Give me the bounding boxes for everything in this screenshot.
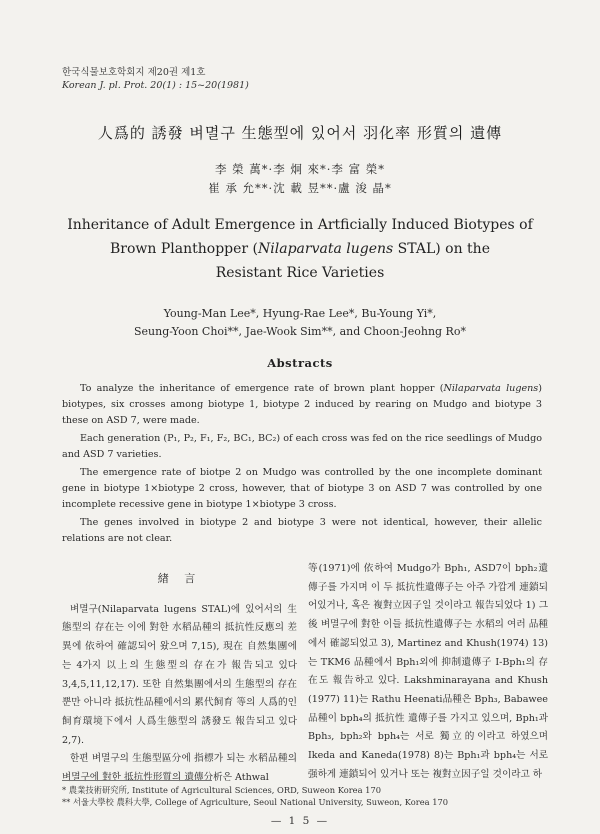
footnote-divider (62, 780, 212, 781)
abstract-p1-post: ) biotypes, six crosses among biotype 1, biotype 2 induced by rearing on Mudgo and biotype 3 these on ASD 7, were made. (62, 383, 542, 427)
abstract-body (62, 381, 542, 549)
abstract-paragraph-1 (62, 381, 542, 430)
intro-right-paragraph-1: 等(1971)에 依하여 Mudgo가 Bph₁, ASD7이 bph₂遺傳子를 가지며 이 두 抵抗性遺傳子는 아주 가깝게 連鎖되어있거나, 혹은 複對立因子일 것이라고 報告되었다 1) 그後 벼멸구에 對한 이들 抵抗性遺傳子는 水稻의 여러 品種에서 確認되었고 3), Martinez and Khush(1974) 13)는 TKM6 品種에서 Bph₁외에 抑制遺傳子 I-Bph₁의 存在도 報告하고 있다. Lakshminarayana and Khush (1977) 11)는 Rathu Heenati品種은 Bph₃, Babawee 品種이 bph₄의 抵抗性 遺傳子를 가지고 있으며, Bph₁과 Bph₃, bph₂와 bph₄는 서로 獨立的이라고 하였으며 Ikeda and Kaneda(1978) 8)는 Bph₁과 bph₄는 서로 强하게 連鎖되어 있거나 또는 複對立因子일 것이라고 하 (308, 563, 548, 780)
title-english-line1: Inheritance of Adult Emergence in Artficially Induced Biotypes of (67, 217, 533, 233)
authors-korean-line1: 李 榮 萬*·李 炯 來*·李 富 榮* (215, 162, 385, 176)
page-number: — 1 5 — (270, 815, 330, 827)
authors-english-line1: Young-Man Lee*, Hyung-Rae Lee*, Bu-Young Yi*, (163, 307, 437, 320)
authors-korean-line2: 崔 承 允**·沈 載 昱**·盧 浚 晶* (208, 181, 392, 195)
journal-header (62, 66, 249, 92)
authors-english (0, 305, 600, 341)
title-english (0, 213, 600, 285)
title-english-line2-pre: Brown Planthopper ( (110, 241, 259, 257)
journal-citation-english: Korean J. pl. Prot. 20(1) : 15~20(1981) (62, 80, 249, 91)
abstract-p1-pre: To analyze the inheritance of emergence rate of brown plant hopper ( (80, 383, 444, 394)
journal-name-korean: 한국식물보호학회지 제20권 제1호 (62, 67, 206, 78)
footnotes (62, 784, 448, 808)
intro-right-column (308, 560, 548, 784)
intro-left-column (62, 570, 297, 788)
species-name-italic: Nilaparvata lugens (258, 241, 394, 257)
abstract-paragraph-4: The genes involved in biotype 2 and biotype 3 were not identical, however, their allelic relations are not clear. (62, 517, 542, 545)
intro-left-paragraph-1: 벼멸구(Nilaparvata lugens STAL)에 있어서의 生態型의 存在는 이에 對한 水稻品種의 抵抗性反應의 差異에 依하여 確認되어 왔으며 7,15), 現在 自然集團에는 4가지 以上의 生態型의 存在가 報告되고 있다 3,4,5,11,12,17). 또한 自然集團에서의 生態型의 存在뿐만 아니라 抵抗性品種에서의 累代飼育 等의 人爲的인 飼育環境下에서 人爲生態型의 誘發도 報告되고 있다 2,7). (62, 603, 297, 746)
abstract-paragraph-2: Each generation (P₁, P₂, F₁, F₂, BC₁, BC₂) of each cross was fed on the rice seedlings of Mudgo and ASD 7 varieties. (62, 433, 542, 461)
title-korean: 人爲的 誘發 벼멸구 生態型에 있어서 羽化率 形質의 遺傳 (97, 124, 503, 142)
abstract-heading: Abstracts (267, 356, 333, 370)
introduction-heading: 緖 言 (157, 572, 202, 585)
footnote-1: * 農業技術研究所, Institute of Agricultural Sciences, ORD, Suweon Korea 170 (62, 785, 382, 795)
title-english-line2-post: STAL) on the (393, 241, 490, 257)
footnote-2: ** 서울大學校 農科大學, College of Agriculture, Seoul National University, Suweon, Korea 170 (62, 797, 449, 807)
title-english-line3: Resistant Rice Varieties (215, 265, 385, 281)
authors-english-line2: Seung-Yoon Choi**, Jae-Wook Sim**, and Choon-Jeohng Ro* (134, 325, 466, 338)
title-english-line2 (0, 237, 600, 261)
abstract-paragraph-3: The emergence rate of biotpe 2 on Mudgo was controlled by the one incomplete dominant gene in biotype 1×biotype 2 cross, however, that of biotype 3 on ASD 7 was controlled by one incomplete recessive gene in biotype 1×biotype 3 cross. (62, 467, 542, 511)
intro-left-paragraph-2: 한편 벼멸구의 生態型區分에 指標가 되는 水稻品種의 벼멸구에 對한 抵抗性形質의 遺傳分析은 Athwal (62, 753, 297, 784)
abstract-p1-species: Nilaparvata lugens (443, 383, 539, 394)
